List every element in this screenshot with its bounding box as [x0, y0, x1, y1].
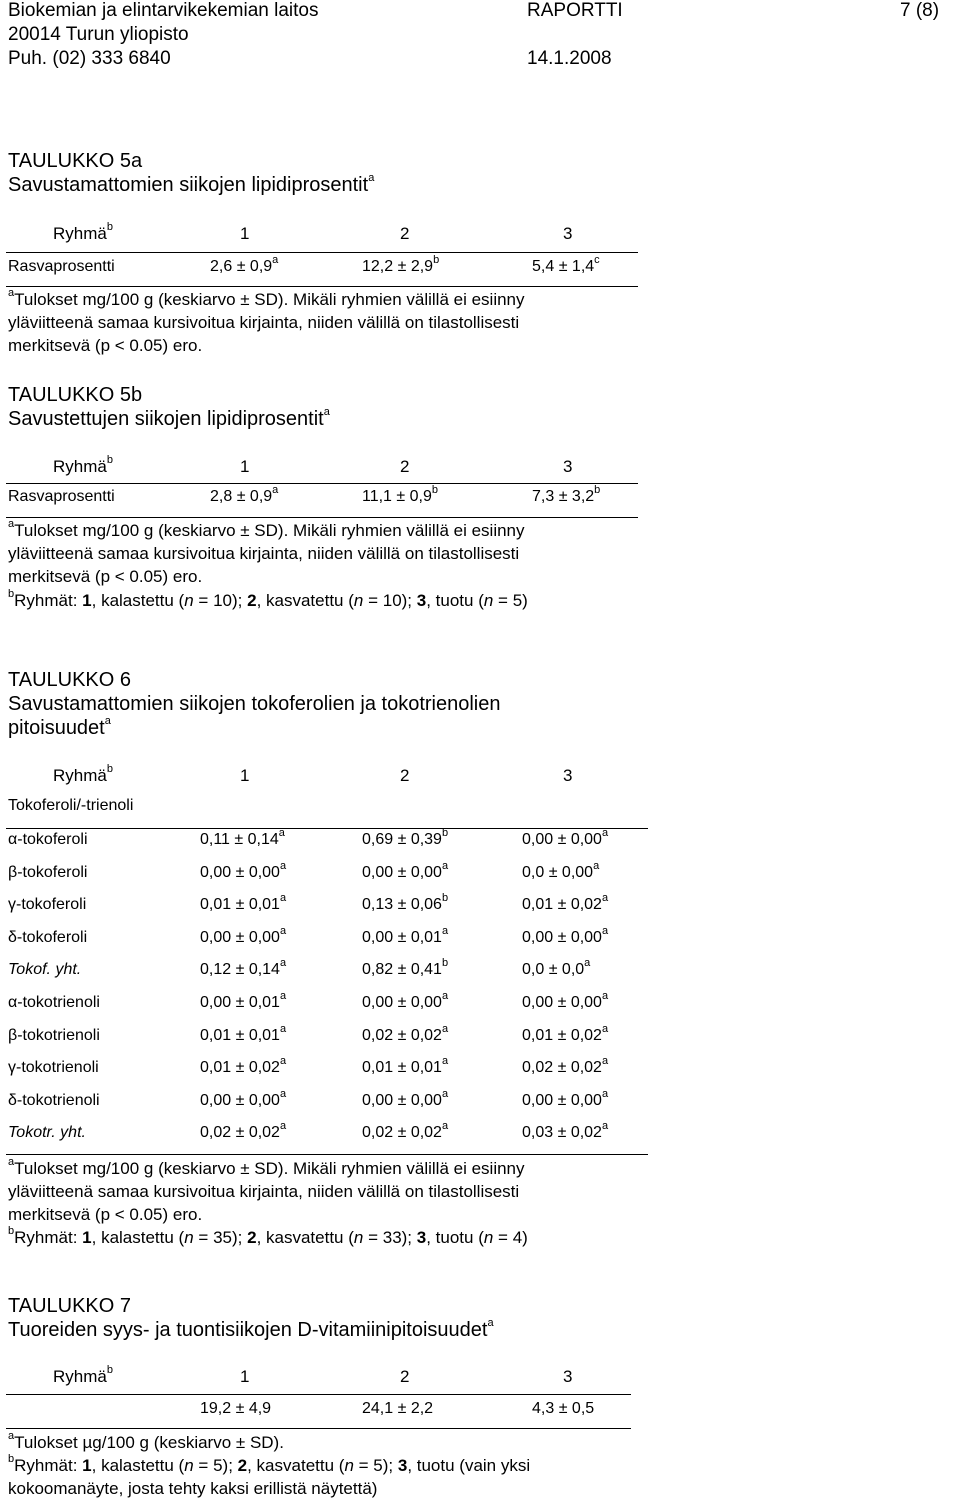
header-institution: Biokemian ja elintarvikekemian laitos [8, 0, 319, 21]
table-5b-bottom-rule [6, 517, 638, 518]
table-6-cell: 0,00 ± 0,00$^a$ [362, 1087, 449, 1109]
table-7-label: TAULUKKO 7 [8, 1295, 131, 1317]
table-5a-group-2: 2 [400, 224, 410, 243]
table-5b-group-2: 2 [400, 457, 410, 476]
table-7-cell-1: 19,2 ± 4,9 [200, 1400, 272, 1417]
table-6-cell: 0,03 ± 0,02$^a$ [522, 1119, 609, 1141]
table-6-cell: 0,01 ± 0,02$^a$ [522, 1022, 609, 1044]
table-6-row-label: Tokotr. yht. [8, 1124, 86, 1141]
table-7-group-label: Ryhmä$^b$ [53, 1364, 113, 1386]
table-6-header-rule [6, 828, 648, 829]
table-7-bottom-rule [6, 1428, 631, 1429]
table-6-cell: 0,00 ± 0,00$^a$ [200, 1087, 287, 1109]
table-6-cell: 0,02 ± 0,02$^a$ [362, 1119, 449, 1141]
table-7-note-b-line2: kokoomanäyte, josta tehty kaksi erillistä näytettä) [8, 1479, 378, 1498]
table-6-cell: 0,12 ± 0,14$^a$ [200, 956, 287, 978]
table-7-group-2: 2 [400, 1367, 410, 1386]
header-date: 14.1.2008 [527, 48, 612, 69]
table-5b-note-b: $^b$Ryhmät: 1, kalastettu (n = 10); 2, kasvatettu (n = 10); 3, tuotu (n = 5) [8, 588, 528, 610]
table-6-cell: 0,0 ± 0,0$^a$ [522, 956, 591, 978]
table-5b-cell-3: 7,3 ± 3,2$^b$ [532, 483, 601, 505]
table-5b-group-3: 3 [563, 457, 573, 476]
table-6-title-line2: pitoisuudet$^a$ [8, 715, 111, 739]
table-5b-group-1: 1 [240, 457, 250, 476]
table-5a-group-label: Ryhmä$^b$ [53, 221, 113, 243]
header-phone: Puh. (02) 333 6840 [8, 48, 171, 69]
table-6-title-line1: Savustamattomien siikojen tokoferolien ja tokotrienolien [8, 693, 501, 715]
table-5a-group-1: 1 [240, 224, 250, 243]
table-5b-note-a-line3: merkitsevä (p < 0.05) ero. [8, 567, 203, 586]
table-6-group-label: Ryhmä$^b$ [53, 763, 113, 785]
table-6-note-a-line3: merkitsevä (p < 0.05) ero. [8, 1205, 203, 1224]
table-6-note-a-line1: $^a$Tulokset mg/100 g (keskiarvo ± SD). Mikäli ryhmien välillä ei esiinny [8, 1156, 525, 1178]
table-5b-label: TAULUKKO 5b [8, 384, 143, 406]
table-6-label: TAULUKKO 6 [8, 669, 131, 691]
table-5b-header-rule [6, 483, 638, 484]
table-7-note-a: $^a$Tulokset µg/100 g (keskiarvo ± SD). [8, 1430, 284, 1452]
table-6-row-label: β-tokoferoli [8, 864, 88, 881]
table-5a-note-a-line2: yläviitteenä samaa kursivoitua kirjainta, niiden välillä on tilastollisesti [8, 313, 520, 332]
table-5b-row-label: Rasvaprosentti [8, 488, 115, 505]
table-6-cell: 0,69 ± 0,39$^b$ [362, 826, 449, 848]
table-6-cell: 0,00 ± 0,00$^a$ [522, 1087, 609, 1109]
table-7-cell-3: 4,3 ± 0,5 [532, 1400, 595, 1417]
table-6-group-3: 3 [563, 766, 573, 785]
table-6-row-label: δ-tokotrienoli [8, 1092, 100, 1109]
table-6-cell: 0,00 ± 0,00$^a$ [362, 859, 449, 881]
table-5b-title: Savustettujen siikojen lipidiprosentit$^a$ [8, 406, 330, 430]
table-6-note-b: $^b$Ryhmät: 1, kalastettu (n = 35); 2, kasvatettu (n = 33); 3, tuotu (n = 4) [8, 1225, 528, 1247]
table-6-row-label: α-tokotrienoli [8, 994, 100, 1011]
table-5b-group-label: Ryhmä$^b$ [53, 454, 113, 476]
table-6-group-1: 1 [240, 766, 250, 785]
table-5b-cell-1: 2,8 ± 0,9$^a$ [210, 483, 279, 505]
table-6-cell: 0,11 ± 0,14$^a$ [200, 826, 285, 848]
table-6-cell: 0,00 ± 0,01$^a$ [362, 924, 449, 946]
table-6-note-a-line2: yläviitteenä samaa kursivoitua kirjainta, niiden välillä on tilastollisesti [8, 1182, 520, 1201]
table-5a-note-a-line1: $^a$Tulokset mg/100 g (keskiarvo ± SD). Mikäli ryhmien välillä ei esiinny [8, 287, 525, 309]
table-5a-bottom-rule [6, 286, 638, 287]
table-5b-note-a-line1: $^a$Tulokset mg/100 g (keskiarvo ± SD). Mikäli ryhmien välillä ei esiinny [8, 518, 525, 540]
table-5a-label: TAULUKKO 5a [8, 150, 143, 172]
table-6-cell: 0,01 ± 0,02$^a$ [200, 1054, 287, 1076]
table-7-header-rule [6, 1394, 631, 1395]
table-7-group-1: 1 [240, 1367, 250, 1386]
table-6-cell: 0,01 ± 0,02$^a$ [522, 891, 609, 913]
table-6-cell: 0,01 ± 0,01$^a$ [200, 891, 287, 913]
table-6-cell: 0,82 ± 0,41$^b$ [362, 956, 449, 978]
header-doc-type: RAPORTTI [527, 0, 623, 21]
table-6-cell: 0,13 ± 0,06$^b$ [362, 891, 449, 913]
table-6-row-label: γ-tokoferoli [8, 896, 87, 913]
table-5a-row-label: Rasvaprosentti [8, 258, 115, 275]
table-6-cell: 0,01 ± 0,01$^a$ [362, 1054, 449, 1076]
table-6-cell: 0,02 ± 0,02$^a$ [362, 1022, 449, 1044]
header-page-number: 7 (8) [900, 0, 940, 21]
table-5a-group-3: 3 [563, 224, 573, 243]
table-6-cell: 0,00 ± 0,01$^a$ [200, 989, 287, 1011]
table-6-row-label: β-tokotrienoli [8, 1027, 100, 1044]
table-6-cell: 0,01 ± 0,01$^a$ [200, 1022, 287, 1044]
table-7-note-b-line1: $^b$Ryhmät: 1, kalastettu (n = 5); 2, kasvatettu (n = 5); 3, tuotu (vain yksi [8, 1453, 531, 1475]
table-6-row-label: γ-tokotrienoli [8, 1059, 99, 1076]
table-5b-note-a-line2: yläviitteenä samaa kursivoitua kirjainta, niiden välillä on tilastollisesti [8, 544, 520, 563]
table-5b-cell-2: 11,1 ± 0,9$^b$ [362, 483, 438, 505]
table-7-cell-2: 24,1 ± 2,2 [362, 1400, 434, 1417]
table-6-cell: 0,00 ± 0,00$^a$ [522, 826, 609, 848]
table-6-cell: 0,02 ± 0,02$^a$ [200, 1119, 287, 1141]
table-5a-header-rule [6, 252, 638, 253]
table-5a-cell-3: 5,4 ± 1,4$^c$ [532, 253, 600, 275]
table-6-cell: 0,00 ± 0,00$^a$ [200, 859, 287, 881]
table-6-row-label: δ-tokoferoli [8, 929, 88, 946]
table-6-row-label: α-tokoferoli [8, 831, 88, 848]
table-5a-cell-1: 2,6 ± 0,9$^a$ [210, 253, 279, 275]
table-6-bottom-rule [6, 1154, 648, 1155]
table-6-cell: 0,00 ± 0,00$^a$ [362, 989, 449, 1011]
table-6-group-2: 2 [400, 766, 410, 785]
table-7-group-3: 3 [563, 1367, 573, 1386]
table-5a-title: Savustamattomien siikojen lipidiprosentit$^a$ [8, 172, 375, 196]
table-7-title: Tuoreiden syys- ja tuontisiikojen D-vitamiinipitoisuudet$^a$ [8, 1317, 494, 1341]
table-6-cell: 0,02 ± 0,02$^a$ [522, 1054, 609, 1076]
table-6-cell: 0,00 ± 0,00$^a$ [200, 924, 287, 946]
table-6-cell: 0,00 ± 0,00$^a$ [522, 924, 609, 946]
header-address: 20014 Turun yliopisto [8, 24, 189, 45]
table-6-cell: 0,00 ± 0,00$^a$ [522, 989, 609, 1011]
table-5a-note-a-line3: merkitsevä (p < 0.05) ero. [8, 336, 203, 355]
table-6-cell: 0,0 ± 0,00$^a$ [522, 859, 600, 881]
table-6-column-label: Tokoferoli/-trienoli [8, 797, 134, 814]
table-5a-cell-2: 12,2 ± 2,9$^b$ [362, 253, 440, 275]
table-6-row-label: Tokof. yht. [8, 961, 82, 978]
